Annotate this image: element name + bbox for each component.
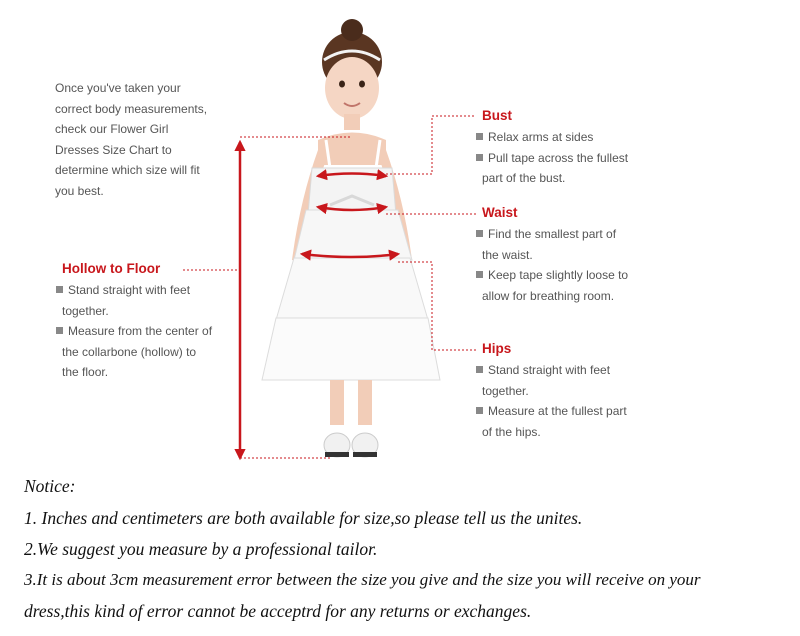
waist-bullet-2: Keep tape slightly loose to — [476, 265, 628, 286]
waist-bullet-2-cont: allow for breathing room. — [482, 288, 615, 303]
bullet-square-icon — [476, 271, 483, 278]
notice-title: Notice: — [24, 476, 76, 496]
hips-section — [476, 341, 627, 442]
bullet-square-icon — [476, 407, 483, 414]
intro-line: check our Flower Girl — [55, 122, 169, 136]
intro-text — [55, 78, 207, 201]
hips-heading: Hips — [482, 341, 512, 356]
intro-line: determine which size will fit — [55, 163, 200, 177]
intro-line: correct body measurements, — [55, 101, 208, 116]
hollow-bullet-1: Stand straight with feet — [56, 280, 212, 301]
intro-line: you best. — [55, 183, 104, 198]
hollow-bullet-2-cont: the floor. — [62, 365, 109, 379]
intro-line: Once you've taken your — [55, 81, 181, 95]
bullet-square-icon — [56, 327, 63, 334]
bullet-square-icon — [476, 133, 483, 140]
bullet-square-icon — [476, 230, 483, 237]
flower-girl-model-image — [262, 19, 440, 457]
notice-line-1: 1. Inches and centimeters are both available for size,so please tell us the unites. — [24, 508, 583, 528]
bust-heading: Bust — [482, 108, 512, 123]
hips-bullet-1: Stand straight with feet — [476, 360, 627, 381]
hollow-bullet-2: Measure from the center of — [56, 321, 212, 342]
bullet-square-icon — [476, 154, 483, 161]
notice-line-2: 2.We suggest you measure by a professional tailor. — [24, 539, 378, 559]
waist-heading: Waist — [482, 205, 518, 220]
waist-bullet-1-cont: the waist. — [482, 247, 533, 262]
notice-line-4: dress,this kind of error cannot be acceptrd for any returns or exchanges. — [24, 601, 532, 621]
hollow-bullet-1-cont: together. — [62, 303, 109, 318]
hips-bullet-2-cont: of the hips. — [482, 424, 541, 439]
notice-line-3: 3.It is about 3cm measurement error between the size you give and the size you will receive on your — [24, 570, 701, 589]
hollow-to-floor-heading: Hollow to Floor — [62, 261, 161, 276]
intro-line: Dresses Size Chart to — [55, 142, 172, 157]
bust-section — [476, 108, 628, 189]
hollow-to-floor-section — [56, 261, 212, 383]
bullet-square-icon — [56, 286, 63, 293]
bust-bullet-1: Relax arms at sides — [476, 127, 628, 148]
bust-bullet-2-cont: part of the bust. — [482, 171, 566, 185]
bullet-square-icon — [476, 366, 483, 373]
bust-bullet-2: Pull tape across the fullest — [476, 148, 628, 169]
waist-bullet-1: Find the smallest part of — [476, 224, 628, 245]
waist-section — [476, 205, 628, 306]
hips-bullet-1-cont: together. — [482, 383, 529, 398]
hollow-bullet-2-cont: the collarbone (hollow) to — [62, 344, 197, 359]
hips-bullet-2: Measure at the fullest part — [476, 401, 627, 422]
